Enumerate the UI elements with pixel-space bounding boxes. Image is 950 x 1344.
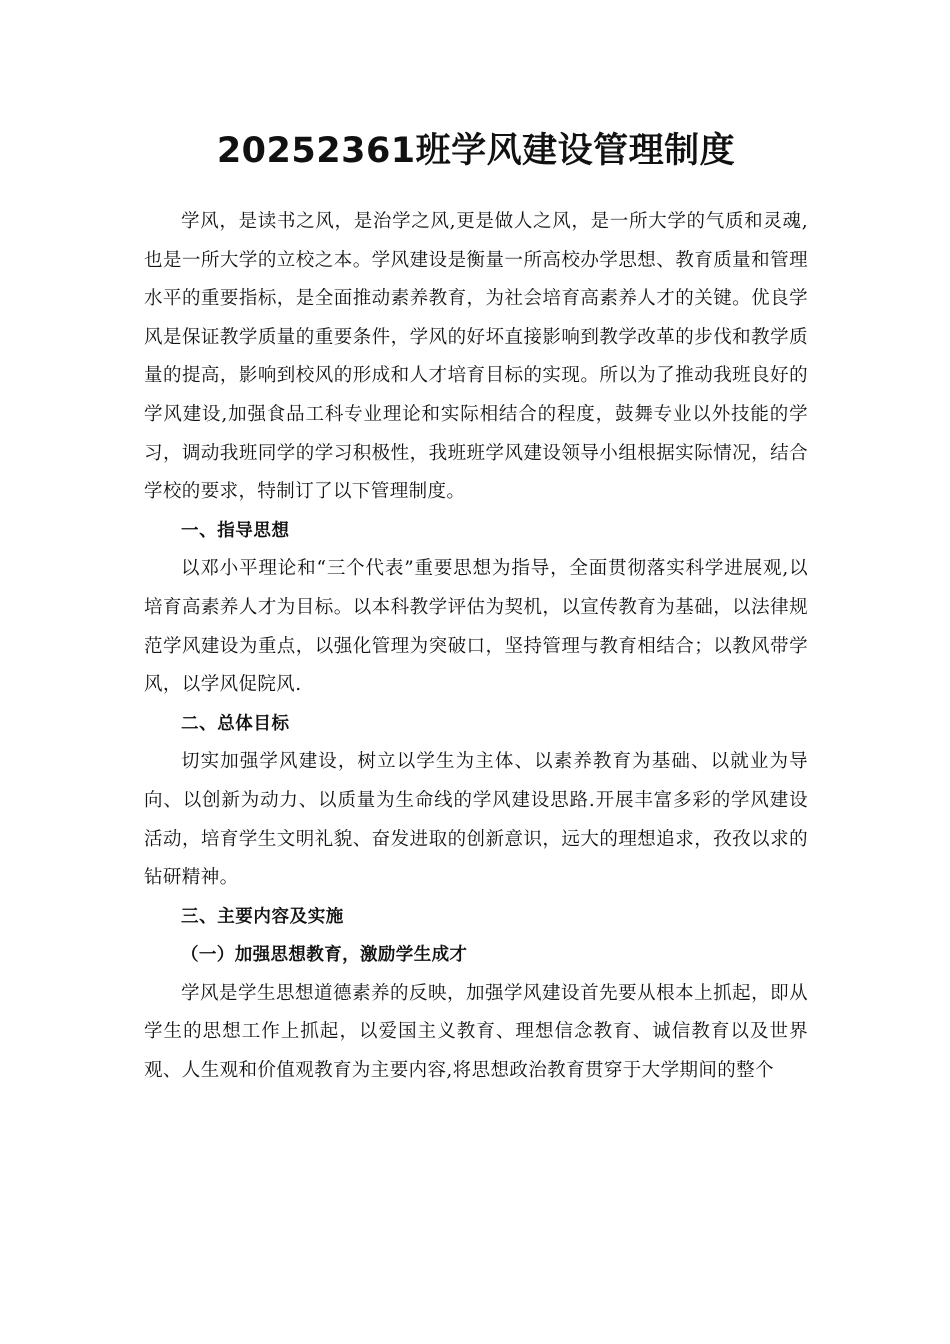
section-paragraph-guiding-ideology: 以邓小平理论和“三个代表”重要思想为指导，全面贯彻落实科学进展观,以培育高素养人才为目标。以本科教学评估为契机，以宣传教育为基础，以法律规范学风建设为重点，以强化管理为突破口，坚持管理与教育相结合；以教风带学风，以学风促院风.	[144, 558, 808, 696]
section-heading-guiding-ideology: 一、指导思想	[181, 520, 290, 541]
subsection-heading-ideological-education: （一）加强思想教育，激励学生成才	[181, 945, 468, 966]
section-heading-overall-goal: 二、总体目标	[181, 713, 290, 734]
document-body	[144, 203, 808, 1091]
section-heading-main-content: 三、主要内容及实施	[181, 906, 344, 927]
section-paragraph-ideological-education: 学风是学生思想道德素养的反映，加强学风建设首先要从根本上抓起，即从学生的思想工作上抓起，以爱国主义教育、理想信念教育、诚信教育以及世界观、人生观和价值观教育为主要内容,将思想政治教育贯穿于大学期间的整个	[144, 982, 808, 1082]
section-paragraph-overall-goal: 切实加强学风建设，树立以学生为主体、以素养教育为基础、以就业为导向、以创新为动力、以质量为生命线的学风建设思路.开展丰富多彩的学风建设活动，培育学生文明礼貌、奋发进取的创新意识，远大的理想追求，孜孜以求的钻研精神。	[144, 751, 808, 889]
intro-paragraph: 学风，是读书之风，是治学之风,更是做人之风，是一所大学的气质和灵魂,也是一所大学的立校之本。学风建设是衡量一所高校办学思想、教育质量和管理水平的重要指标，是全面推动素养教育，为社会培育高素养人才的关键。优良学风是保证教学质量的重要条件，学风的好坏直接影响到教学改革的步伐和教学质量的提高，影响到校风的形成和人才培育目标的实现。所以为了推动我班良好的学风建设,加强食品工科专业理论和实际相结合的程度，鼓舞专业以外技能的学习，调动我班同学的学习积极性，我班班学风建设领导小组根据实际情况，结合学校的要求，特制订了以下管理制度。	[144, 211, 808, 503]
document-title: 20252361班学风建设管理制度	[216, 131, 736, 171]
document-page	[144, 0, 808, 1344]
